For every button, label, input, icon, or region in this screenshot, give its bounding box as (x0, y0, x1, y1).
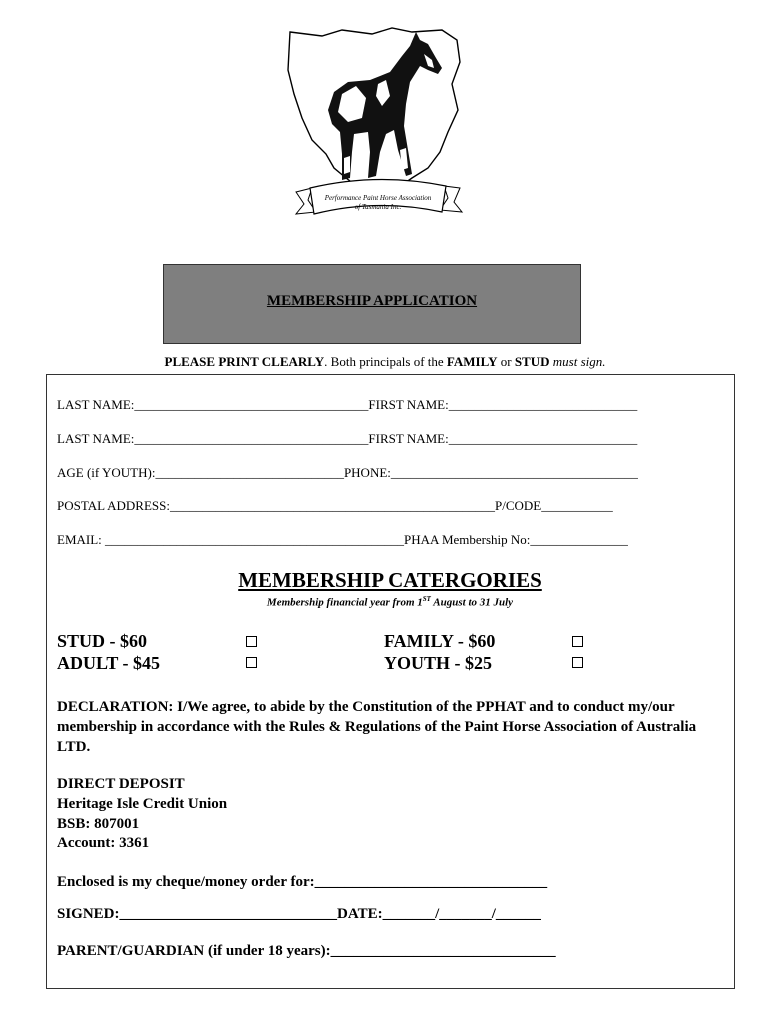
family-label: FAMILY - $60 (384, 631, 496, 651)
instruction-stud: STUD (514, 354, 550, 369)
svg-text:of Tasmania Inc.: of Tasmania Inc. (354, 203, 402, 211)
last-name-first-name-field-2[interactable]: LAST NAME:____________________________________FIRST NAME:_____________________________ (57, 431, 638, 446)
deposit-account: Account: 3361 (57, 835, 150, 851)
adult-label: ADULT - $45 (57, 653, 161, 673)
instruction-must-sign: must sign. (549, 354, 606, 369)
print-instruction (0, 354, 770, 370)
last-name-first-name-field-1[interactable]: LAST NAME:____________________________________FIRST NAME:_____________________________ (57, 397, 638, 412)
youth-label: YOUTH - $25 (384, 653, 492, 673)
stud-checkbox[interactable] (246, 636, 257, 647)
instruction-emphasis: PLEASE PRINT CLEARLY (164, 354, 325, 369)
categories-sub-sup: ST (422, 595, 431, 603)
instruction-or: or (497, 354, 515, 369)
email-membership-field[interactable]: EMAIL: ______________________________________________PHAA Membership No:_______________ (57, 532, 628, 547)
categories-sub-suffix: August to 31 July (430, 596, 514, 609)
family-checkbox[interactable] (572, 636, 583, 647)
deposit-bank: Heritage Isle Credit Union (57, 796, 228, 812)
page-title: MEMBERSHIP APPLICATION (266, 293, 478, 309)
categories-subheading (0, 595, 770, 609)
parent-guardian-field[interactable]: PARENT/GUARDIAN (if under 18 years):______________________________ (57, 943, 556, 959)
categories-heading: MEMBERSHIP CATERGORIES (238, 568, 542, 592)
postal-address-field[interactable]: POSTAL ADDRESS:__________________________________________________P/CODE___________ (57, 498, 613, 513)
age-phone-field[interactable]: AGE (if YOUTH):_____________________________PHONE:______________________________________ (57, 465, 638, 480)
deposit-heading: DIRECT DEPOSIT (57, 776, 185, 792)
enclosed-amount-field[interactable]: Enclosed is my cheque/money order for:_______________________________ (57, 874, 548, 890)
instruction-text: . Both principals of the (324, 354, 447, 369)
title-banner (163, 264, 581, 344)
association-logo (282, 22, 472, 232)
categories-sub-prefix: Membership financial year from 1 (266, 596, 423, 609)
youth-checkbox[interactable] (572, 657, 583, 668)
signed-date-field[interactable]: SIGNED:_____________________________DATE:_______/_______/______ (57, 906, 541, 922)
deposit-bsb: BSB: 807001 (57, 816, 140, 832)
svg-text:Performance Paint Horse Associ: Performance Paint Horse Association (324, 194, 432, 202)
adult-checkbox[interactable] (246, 657, 257, 668)
stud-label: STUD - $60 (57, 631, 148, 651)
instruction-family: FAMILY (446, 354, 498, 369)
declaration-text: DECLARATION: I/We agree, to abide by the Constitution of the PPHAT and to conduct my/our membership in accordance with the Rules & Regulations of the Paint Horse Association of Australia LTD. (57, 699, 697, 755)
